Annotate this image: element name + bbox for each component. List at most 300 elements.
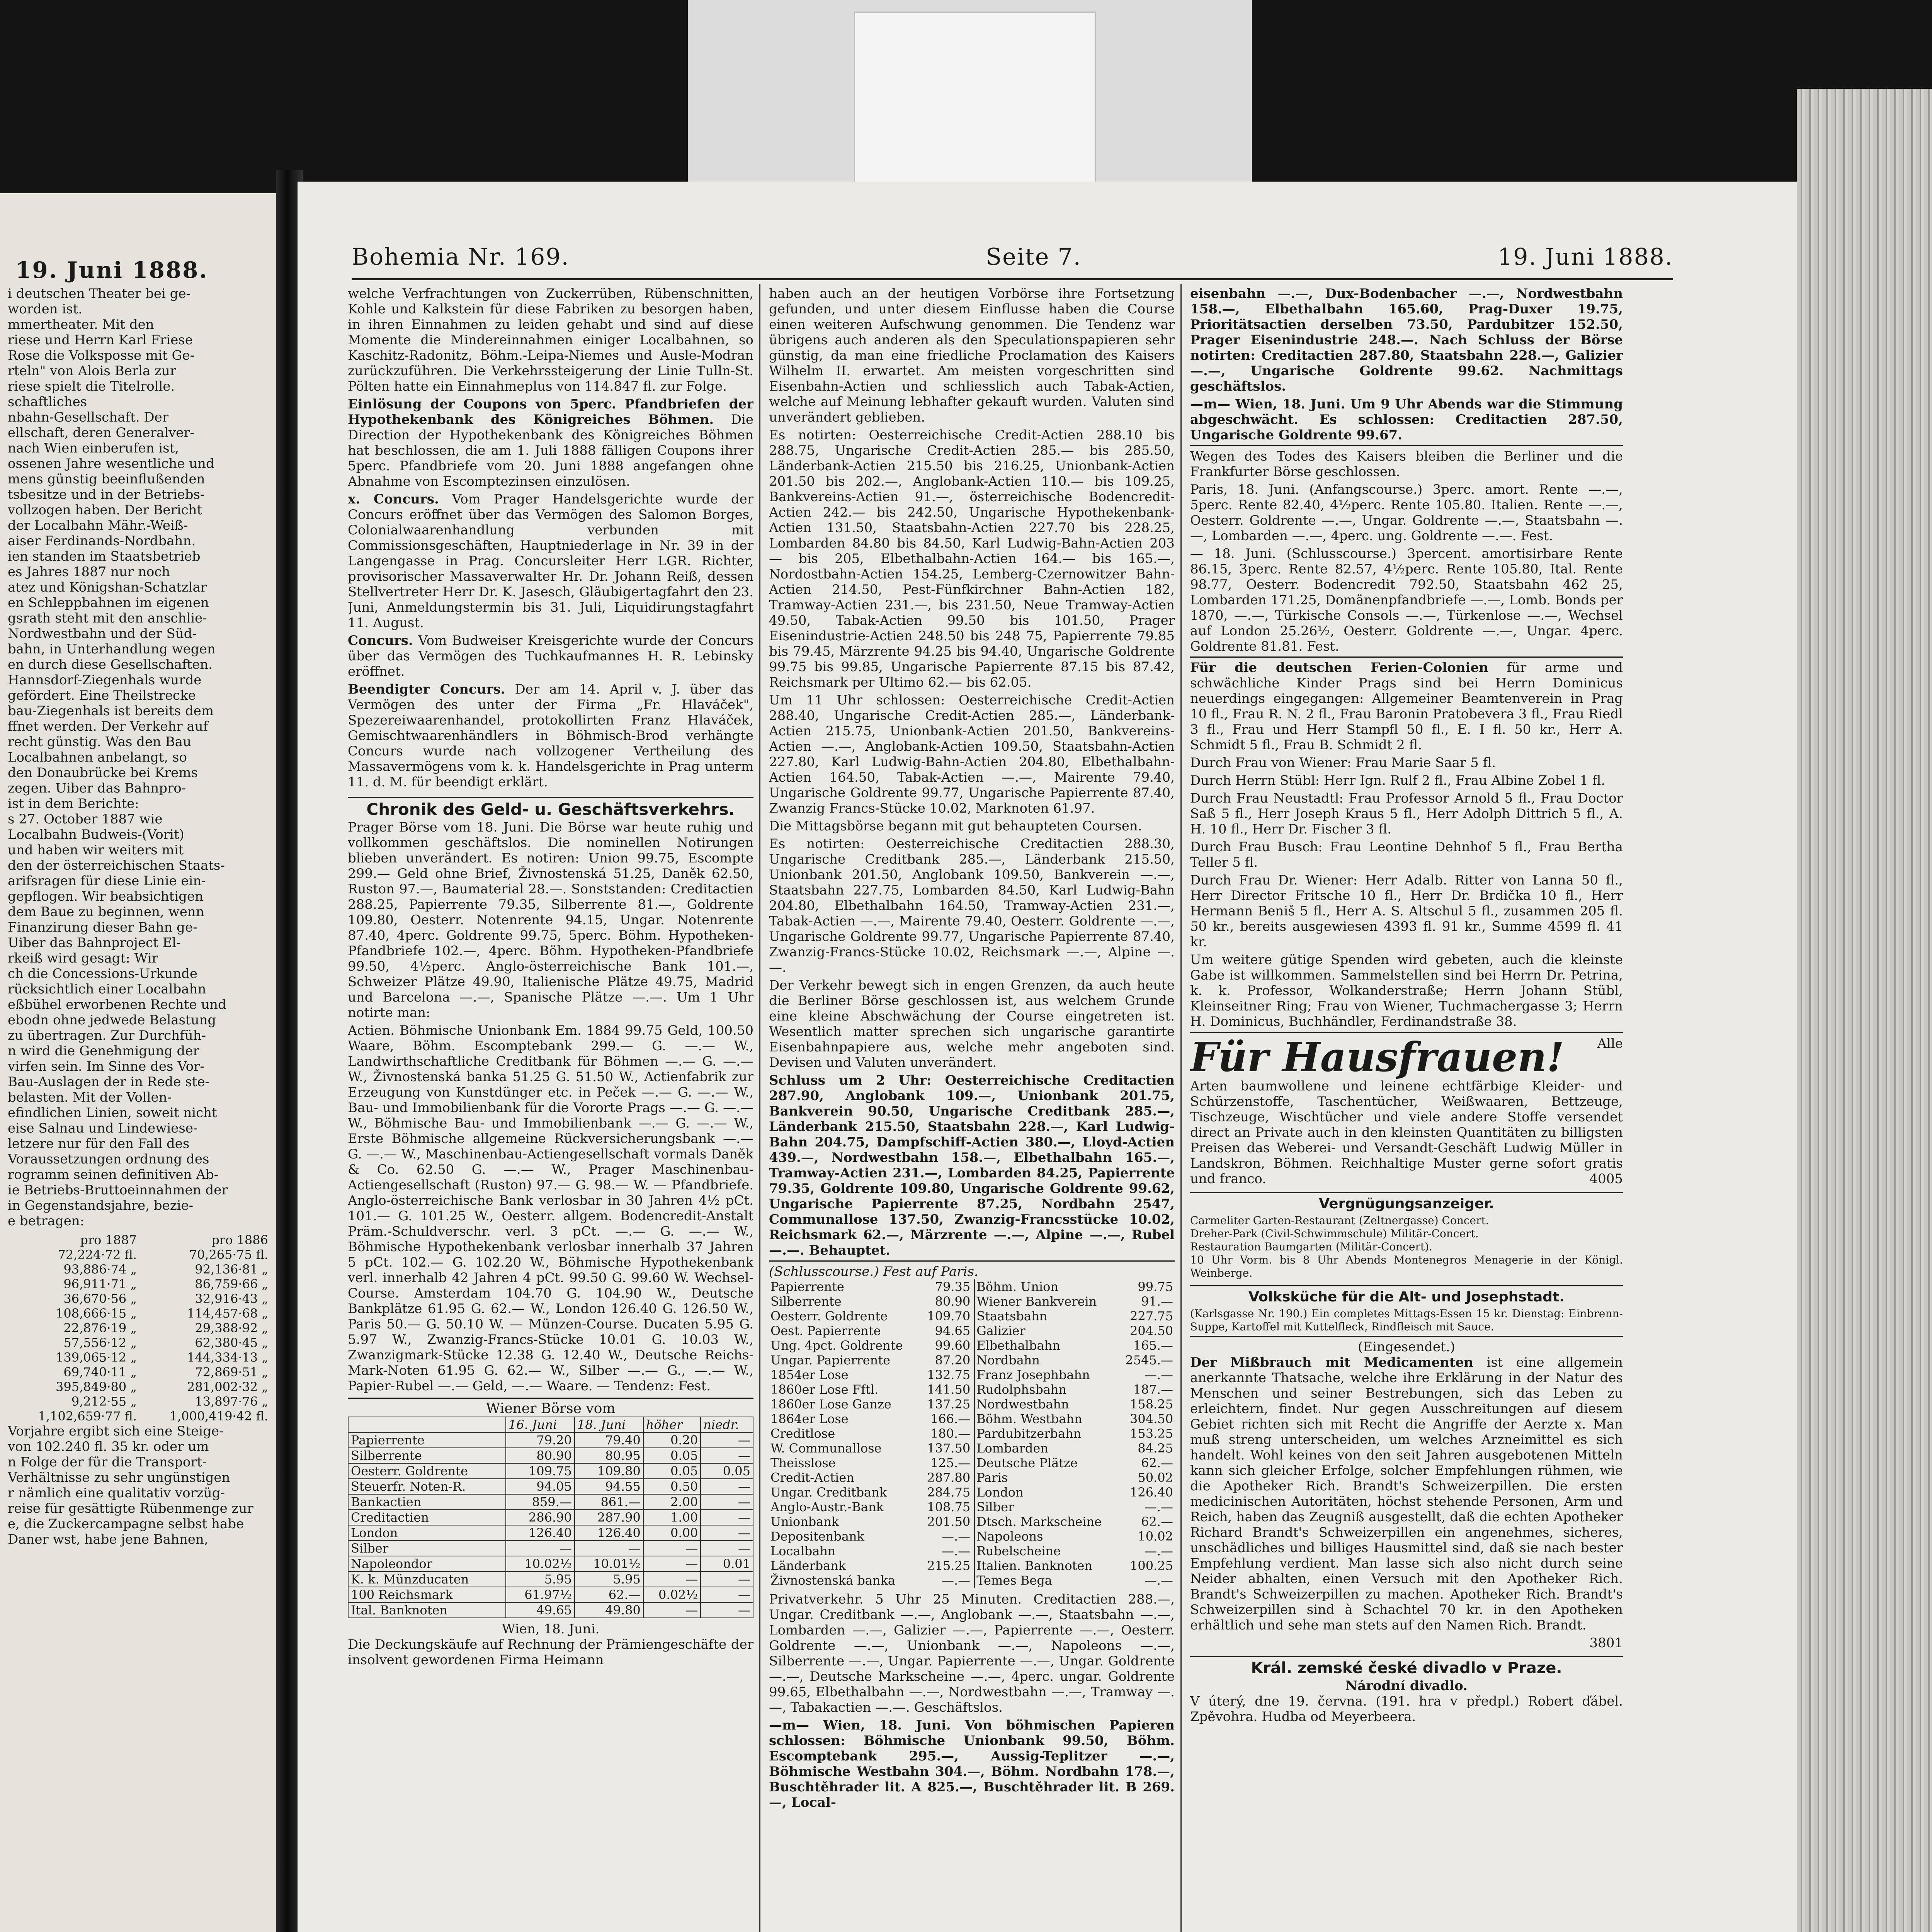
paragraph-text: Der am 14. April v. J. über das Vermögen des unter der Firma „Fr. Hlaváček", Spezereiwaarenhandel, protokollirten Franz Hlaváček, Gemischtwaarenhändlers in Böhmisch-Brod verhängte Concurs wurde nach vollzogener Vertheilung des Massavermögens vom k. k. Handelsgerichte in Prag unterm 11. d. M. für beendigt erklärt. xyxy=(348,682,753,790)
schluss-cell: Deutsche Plätze xyxy=(976,1456,1078,1470)
left-table-cell: 72,869·51 „ xyxy=(195,1365,268,1379)
left-text-line: mmertheater. Mit den xyxy=(8,317,154,332)
schluss-cell: Creditlose xyxy=(770,1426,835,1441)
left-text-line: Vorjahre ergibt sich eine Steige- xyxy=(8,1423,224,1439)
left-table-cell: 13,897·76 „ xyxy=(195,1394,268,1409)
wiener-cell: 0.05 xyxy=(643,1448,701,1463)
table-row xyxy=(769,1294,1175,1309)
wiener-cell: 79.20 xyxy=(506,1432,575,1448)
wiener-cell: Napoleondor xyxy=(348,1556,506,1571)
paragraph: — 18. Juni. (Schlusscourse.) 3percent. amortisirbare Rente 86.15, 3perc. Rente 82.57, 4½perc. Rente 105.80, Ital. Rente 98.77, Oesterr. Bodencredit 792.50, Staatsbahn 462 25, Lombarden 171.25, Domänenpfandbriefe —.—, Lomb. Bonds per 1870, —.—, Türkische Consols —.—, Türkenlose —.—, Wechsel auf London 25.26½, Oesterr. Goldrente —.—, Ungar. 4perc. Goldrente 81.81. Fest. xyxy=(1190,546,1623,654)
wiener-cell: 94.05 xyxy=(506,1479,575,1494)
paragraph: Schluss um 2 Uhr: Oesterreichische Creditactien 287.90, Anglobank 109.—, Unionbank 201.75, Bankverein 90.50, Ungarische Creditbank 285.—, Länderbank 215.50, Staatsbahn 228.—, Karl Ludwig-Bahn 204.75, Dampfschiff-Actien 380.—, Lloyd-Actien 439.—, Nordwestbahn 158.—, Elbethalbahn 165.—, Tramway-Actien 231.—, Lombarden 84.25, Papierrente 79.35, Goldrente 109.80, Ungarische Goldrente 99.62, Ungarische Papierrente 87.25, Nordbahn 2547, Communallose 137.50, Zwanzig-Francsstücke 10.02, Reichsmark 62.—, Märzrente —.—, Alpine —.—, Rubel —.—. Behauptet. xyxy=(769,1073,1175,1258)
schluss-cell: Oest. Papierrente xyxy=(770,1323,881,1338)
left-text-line: nbahn-Gesellschaft. Der xyxy=(8,410,168,425)
header-page-number: Seite 7. xyxy=(986,243,1082,270)
schluss-cell: Temes Bega xyxy=(976,1573,1052,1588)
vergnuegungsanzeiger-list xyxy=(1190,1214,1623,1280)
paragraph: —m— Wien, 18. Juni. Um 9 Uhr Abends war die Stimmung abgeschwächt. Es schlossen: Creditactien 287.50, Ungarische Goldrente 99.67. xyxy=(1190,396,1623,443)
schluss-cell: 99.75 xyxy=(1138,1279,1173,1294)
left-table-cell: 69,740·11 „ xyxy=(63,1365,137,1379)
table-row xyxy=(769,1544,1175,1558)
table-row xyxy=(348,1571,753,1587)
paragraph xyxy=(348,633,753,679)
schluss-cell: 109.70 xyxy=(920,1309,975,1323)
wiener-cell: Papierrente xyxy=(348,1432,506,1448)
table-row xyxy=(769,1353,1175,1367)
left-text-line: vollzogen haben. Der Bericht xyxy=(8,502,202,518)
paragraph: Um weitere gütige Spenden wird gebeten, auch die kleinste Gabe ist willkommen. Sammelstellen sind bei Herrn Dr. Petrina, k. k. Professor, Wolkanderstraße; Herrn Johann Stübl, Kleinseitner Ring; Frau von Wiener, Tuchmachergasse 3; Herrn H. Dominicus, Buchhändler, Ferdinandstraße 38. xyxy=(1190,952,1623,1029)
wiener-cell: 80.90 xyxy=(506,1448,575,1463)
left-text-line: atez und Königshan-Schatzlar xyxy=(8,580,207,595)
schluss-cell: Böhm. Westbahn xyxy=(976,1412,1082,1426)
wiener-cell: 49.80 xyxy=(575,1602,643,1618)
left-table-cell: 139,065·12 „ xyxy=(56,1350,137,1365)
paragraph: eisenbahn —.—, Dux-Bodenbacher —.—, Nordwestbahn 158.—, Elbethalbahn 165.60, Prag-Duxer 19.75, Prioritätsactien derselben 73.50, Pardubitzer 152.50, Prager Eisenindustrie 248.—. Nach Schluss der Börse notirten: Creditactien 287.80, Staatsbahn 228.—, Galizier —.—, Ungarische Goldrente 99.62. Nachmittags geschäftslos. xyxy=(1190,286,1623,394)
paragraph xyxy=(1190,1355,1623,1633)
left-page-date: 19. Juni 1888. xyxy=(15,257,208,283)
paragraph: Es notirten: Oesterreichische Credit-Actien 288.10 bis 288.75, Ungarische Credit-Actien 285.— bis 285.50, Länderbank-Actien 215.50 bis 216.25, Unionbank-Actien 201.50 bis 202.—, Anglobank-Actien 110.— bis 109.25, Bankvereins-Actien 91.—, österreichische Bodencredit-Actien 242.— bis 242.50, Ungarische Hypothekenbank-Actien 131.50, Staatsbahn-Actien 227.70 bis 228.25, Lombarden 84.80 bis 84.50, Karl Ludwig-Bahn-Actien 203 — bis 205, Elbethalbahn-Actien 164.— bis 165.—, Nordostbahn-Actien 154.25, Lemberg-Czernowitzer Bahn-Actien 214.50, Pest-Fünfkirchner Bahn-Actien 182, Tramway-Actien 231.—, bis 231.50, Neue Tramway-Actien 49.50, Tabak-Actien 99.50 bis 101.50, Prager Eisenindustrie-Actien 248.50 bis 248 75, Papierrente 79.85 bis 79.45, Märzrente 94.25 bis 94.40, Ungarische Goldrente 99.75 bis 99.85, Ungarische Papierrente 87.15 bis 87.42, Reichsmark per Ultimo 62.— bis 62.05. xyxy=(769,427,1175,690)
left-table-cell: 9,212·55 „ xyxy=(71,1394,137,1409)
schluss-cell: 125.— xyxy=(920,1456,975,1470)
left-table-cell: 93,886·74 „ xyxy=(63,1262,137,1277)
table-row xyxy=(348,1479,753,1494)
list-item: 10 Uhr Vorm. bis 8 Uhr Abends Montenegros Menagerie in der Königl. Weinberge. xyxy=(1190,1253,1623,1279)
left-text-line: Voraussetzungen ordnung des xyxy=(8,1151,209,1167)
wiener-cell: 79.40 xyxy=(575,1432,643,1448)
left-text-line: nach Wien einberufen ist, xyxy=(8,440,179,456)
schluss-cell: Nordbahn xyxy=(976,1353,1040,1367)
schluss-cell: 87.20 xyxy=(920,1353,975,1367)
schluss-cell: 141.50 xyxy=(920,1382,975,1397)
left-text-line: riese und Herrn Karl Friese xyxy=(8,332,193,348)
paragraph: Es notirten: Oesterreichische Creditactien 288.30, Ungarische Creditbank 285.—, Länderbank 215.50, Unionbank 201.50, Anglobank 109.50, Bankverein —.—, Staatsbahn 227.75, Lombarden 84.50, Karl Ludwig-Bahn 204.80, Elbethalbahn 164.50, Tramway-Actien 231.—, Tabak-Actien —.—, Mairente 79.40, Oesterr. Goldrente —.—, Ungarische Goldrente 99.77, Ungarische Papierrente 87.40, Zwanzig-Francs-Stücke 10.02, Reichsmark —.—, Alpine —.—. xyxy=(769,836,1175,975)
wiener-cell: — xyxy=(701,1602,753,1618)
schluss-cell: 62.— xyxy=(1141,1456,1173,1470)
left-text-line: n Folge der für die Transport- xyxy=(8,1454,207,1470)
column-rule xyxy=(759,284,760,1932)
volkskueche-title: Volksküche für die Alt- und Josephstadt. xyxy=(1190,1285,1623,1305)
left-text-line: Nordwestbahn und der Süd- xyxy=(8,626,197,641)
paragraph-heading: Concurs. xyxy=(348,633,413,648)
wiener-cell: 0.00 xyxy=(643,1525,701,1541)
left-text-line: der Localbahn Mähr.-Weiß- xyxy=(8,518,188,533)
wiener-cell: 0.05 xyxy=(643,1463,701,1479)
left-table-cell: 92,136·81 „ xyxy=(195,1262,268,1277)
wiener-cell: Creditactien xyxy=(348,1510,506,1525)
wiener-cell: 0.05 xyxy=(701,1463,753,1479)
schluss-cell: —.— xyxy=(1144,1573,1173,1588)
wiener-cell: — xyxy=(701,1479,753,1494)
schluss-cell: 1860er Lose Fftl. xyxy=(770,1382,879,1397)
table-row xyxy=(348,1541,753,1556)
schluss-cell: 1860er Lose Ganze xyxy=(770,1397,891,1412)
schluss-cell: 284.75 xyxy=(920,1485,975,1500)
schluss-cell: 108.75 xyxy=(920,1500,975,1514)
schluss-cell: 99.60 xyxy=(920,1338,975,1353)
left-page-lines xyxy=(8,286,270,1229)
wiener-cell: 10.02½ xyxy=(506,1556,575,1571)
wiener-cell: 1.00 xyxy=(643,1510,701,1525)
schluss-cell: 62.— xyxy=(1141,1514,1173,1529)
left-table-cell: 1,102,659·77 fl. xyxy=(38,1409,137,1423)
left-text-line: zegen. Uiber das Bahnpro- xyxy=(8,781,186,796)
advert-number: 3801 xyxy=(1589,1635,1623,1651)
paper-clip xyxy=(854,12,1096,184)
schluss-cell: 158.25 xyxy=(1130,1397,1173,1412)
paragraph: Durch Herrn Stübl: Herr Ign. Rulf 2 fl., Frau Albine Zobel 1 fl. xyxy=(1190,773,1605,788)
table-row xyxy=(348,1448,753,1463)
schluss-cell: 227.75 xyxy=(1130,1309,1173,1323)
left-text-line: recht günstig. Was den Bau xyxy=(8,734,191,750)
paragraph-heading: Für die deutschen Ferien-Colonien xyxy=(1190,660,1488,675)
left-page-table xyxy=(8,1233,270,1423)
list-item: Restauration Baumgarten (Militär-Concert). xyxy=(1190,1240,1432,1253)
header-date: 19. Juni 1888. xyxy=(1498,243,1673,270)
left-text-line: von 102.240 fl. 35 kr. oder um xyxy=(8,1439,209,1454)
left-table-row xyxy=(8,1350,270,1365)
left-text-line: belasten. Mit der Vollen- xyxy=(8,1090,172,1105)
table-row xyxy=(769,1426,1175,1441)
wiener-cell: 5.95 xyxy=(575,1571,643,1587)
table-row xyxy=(769,1382,1175,1397)
wiener-cell: 0.20 xyxy=(643,1432,701,1448)
schluss-cell: Napoleons xyxy=(976,1529,1043,1544)
schluss-cell: 137.50 xyxy=(920,1441,975,1456)
wiener-boerse-title: Wiener Börse vom xyxy=(348,1398,753,1417)
left-text-line: gsrath steht mit den anschlie- xyxy=(8,611,207,626)
paragraph: Durch Frau Busch: Frau Leontine Dehnhof 5 fl., Frau Bertha Teller 5 fl. xyxy=(1190,839,1623,870)
left-table-row xyxy=(8,1335,270,1350)
left-text-line: ellschaft, deren Generalver- xyxy=(8,425,195,440)
table-row xyxy=(769,1397,1175,1412)
wiener-header-cell xyxy=(348,1417,506,1432)
schlusscourse-heading: (Schlusscourse.) Fest auf Paris. xyxy=(769,1260,1175,1279)
left-text-line: es Jahres 1887 nur noch xyxy=(8,564,170,580)
header-journal: Bohemia Nr. 169. xyxy=(352,243,570,270)
schluss-cell: Elbethalbahn xyxy=(976,1338,1060,1353)
wiener-cell: 80.95 xyxy=(575,1448,643,1463)
paragraph: haben auch an der heutigen Vorbörse ihre Fortsetzung gefunden, und unter diesem Einflusse haben die Course einen weiteren Aufschwung genommen. Die Tendenz war übrigens auch anderen als den Speculationspapieren sehr günstig, da man eine friedliche Proclamation des Kaisers Wilhelm II. erwartet. Am meisten vorgeschritten sind Eisenbahn-Actien und schliesslich auch Tabak-Actien, welche auf Meinung lebhafter gekauft wurden. Valuten sind unverändert geblieben. xyxy=(769,286,1175,425)
paragraph: Durch Frau Dr. Wiener: Herr Adalb. Ritter von Lanna 50 fl., Herr Director Fritsche 10 fl., Herr Dr. Brdička 10 fl., Herr Hermann Beniš 5 fl., Herr A. S. Altschul 5 fl., zusammen 205 fl. 50 kr., bereits ausgewiesen 4393 fl. 91 kr., Summe 4599 fl. 41 kr. xyxy=(1190,872,1623,950)
schluss-cell: Rubelscheine xyxy=(976,1544,1061,1558)
wien-dateline: Wien, 18. Juni. xyxy=(502,1621,600,1637)
left-text-line: Verhältnisse zu sehr ungünstigen xyxy=(8,1470,230,1485)
paragraph: Durch Frau Neustadtl: Frau Professor Arnold 5 fl., Frau Doctor Saß 5 fl., Herr Joseph Kraus 5 fl., Herr Adolph Dittrich 5 fl., A. H. 10 fl., Herr Dr. Fischer 3 fl. xyxy=(1190,791,1623,837)
schluss-cell: 153.25 xyxy=(1130,1426,1173,1441)
left-text-line: riese spielt die Titelrolle. xyxy=(8,379,175,394)
schluss-cell: Silberrente xyxy=(770,1294,842,1309)
paragraph-heading: Der Mißbrauch mit Medicamenten xyxy=(1190,1355,1473,1370)
wiener-cell: 94.55 xyxy=(575,1479,643,1494)
paragraph-text: für arme und schwächliche Kinder Prags sind bei Herrn Dominicus neuerdings eingegangen: Allgemeiner Beamtenverein in Prag 10 fl., Frau R. N. 2 fl., Frau Baronin Pratobevera 3 fl., Frau Riedl 3 fl., Frau und Herr Stampfl 50 fl., E. I fl. 50 kr., Herr A. Schmidt 5 fl., Frau B. Schmidt 2 fl. xyxy=(1190,660,1623,753)
left-text-line: Localbahn Budweis-(Vorit) xyxy=(8,827,184,842)
schluss-cell: 304.50 xyxy=(1130,1412,1173,1426)
schluss-cell: —.— xyxy=(1144,1500,1173,1514)
wiener-cell: 109.80 xyxy=(575,1463,643,1479)
table-row xyxy=(769,1309,1175,1323)
paragraph: Die Mittagsbörse begann mit gut behaupteten Coursen. xyxy=(769,818,1142,834)
left-text-line: ebodn ohne jedwede Belastung xyxy=(8,1012,216,1028)
left-table-row xyxy=(8,1306,270,1321)
wiener-cell: — xyxy=(643,1602,701,1618)
wiener-cell: — xyxy=(701,1494,753,1510)
left-text-line: bau-Ziegenhals ist bereits dem xyxy=(8,703,214,719)
wiener-header-cell: 18. Juni xyxy=(575,1417,643,1432)
column-2 xyxy=(769,286,1175,1932)
schluss-cell: 126.40 xyxy=(1130,1485,1173,1500)
paragraph: V úterý, dne 19. června. (191. hra v předpl.) Robert ďábel. Zpěvohra. Hudba od Meyerbeera. xyxy=(1190,1694,1623,1725)
table-row xyxy=(769,1279,1175,1294)
wiener-cell: — xyxy=(643,1541,701,1556)
left-table-row xyxy=(8,1247,270,1262)
left-table-cell: 395,849·80 „ xyxy=(56,1379,137,1394)
left-table-cell: 32,916·43 „ xyxy=(195,1291,268,1306)
wiener-cell: 49.65 xyxy=(506,1602,575,1618)
schluss-cell: Papierrente xyxy=(770,1279,844,1294)
paragraph-heading: x. Concurs. xyxy=(348,492,439,507)
paragraph: Die Deckungskäufe auf Rechnung der Prämiengeschäfte der insolvent gewordenen Firma Heimann xyxy=(348,1637,753,1668)
schluss-cell: 165.— xyxy=(1133,1338,1173,1353)
left-text-line: tsbesitze und in der Betriebs- xyxy=(8,487,205,502)
paragraph: welche Verfrachtungen von Zuckerrüben, Rübenschnitten, Kohle und Kalkstein für diese Fabriken zu besorgen haben, in ihren Einnahmen zu leiden gehabt und sind auf diese Momente die Mindereinnahmen einiger Localbahnen, so Kaschitz-Radonitz, Böhm.-Leipa-Niemes und Ausle-Modran zurückzuführen. Die Verkehrssteigerung der Linie Tulln-St. Pölten hatte ein Einnahmeplus von 114.847 fl. zur Folge. xyxy=(348,286,753,394)
paragraph xyxy=(348,682,753,790)
left-text-line: rkeiß wird gesagt: Wir xyxy=(8,951,158,966)
schluss-cell: Paris xyxy=(976,1470,1008,1485)
table-row xyxy=(769,1470,1175,1485)
left-table-cell: 36,670·56 „ xyxy=(63,1291,137,1306)
left-text-line: rteln" von Alois Berla zur xyxy=(8,363,177,379)
paragraph: Prager Börse vom 18. Juni. Die Börse war heute ruhig und vollkommen geschäftslos. Die nominellen Notirungen blieben unverändert. Es notiren: Union 99.75, Escompte 299.— Geld ohne Brief, Živnostenská 51.25, Daněk 62.50, Ruston 97.—, Baumaterial 28.—. Sonststanden: Creditactien 288.25, Papierrente 79.35, Silberrente 81.—, Goldrente 109.80, Oesterr. Notenrente 94.15, Ungar. Notenrente 87.40, 4perc. Goldrente 99.75, 5perc. Böhm. Hypotheken-Pfandbriefe 102.—, 4perc. Böhm. Hypotheken-Pfandbriefe 99.50, 4½perc. Anglo-österreichische Bank 101.—, Schweizer Plätze 49.90, Italienische Plätze 49.75, Madrid und Barcelona —.—, Spanische Plätze —.—. Um 1 Uhr notirte man: xyxy=(348,820,753,1020)
paragraph xyxy=(348,492,753,631)
schluss-cell: Länderbank xyxy=(770,1558,846,1573)
left-table-row xyxy=(8,1379,270,1394)
wiener-cell: Oesterr. Goldrente xyxy=(348,1463,506,1479)
eingesendet-title: (Eingesendet.) xyxy=(1190,1336,1623,1355)
left-table-cell: 62,380·45 „ xyxy=(195,1335,268,1350)
schluss-cell: Wiener Bankverein xyxy=(976,1294,1097,1309)
schluss-cell: Lombarden xyxy=(976,1441,1048,1456)
left-text-line: e betragen: xyxy=(8,1213,85,1229)
schluss-cell: 1864er Lose xyxy=(770,1412,849,1426)
left-table-row xyxy=(8,1365,270,1379)
left-page-tail xyxy=(8,1423,270,1547)
wiener-cell: London xyxy=(348,1525,506,1541)
wiener-cell: 61.97½ xyxy=(506,1587,575,1602)
left-text-line: virfen sein. Im Sinne des Vor- xyxy=(8,1059,204,1074)
advert-number: 4005 xyxy=(1589,1171,1623,1187)
left-table-cell: 70,265·75 fl. xyxy=(189,1247,268,1262)
schluss-cell: 2545.— xyxy=(1125,1353,1173,1367)
paragraph-text: Die Direction der Hypothekenbank des Königreiches Böhmen hat beschlossen, die am 1. Juli 1888 fälligen Coupons ihrer 5perc. Pfandbriefe vom 20. Juni 1888 angefangen ohne Abnahme von Escomptezinsen einzulösen. xyxy=(348,412,753,489)
wiener-cell: 109.75 xyxy=(506,1463,575,1479)
paragraph-text: Vom Budweiser Kreisgerichte wurde der Concurs über das Vermögen des Tuchkaufmannes H. R. Lebinsky eröffnet. xyxy=(348,633,753,679)
wiener-cell: — xyxy=(575,1541,643,1556)
schluss-cell: 132.75 xyxy=(920,1367,975,1382)
schluss-cell: —.— xyxy=(1144,1544,1173,1558)
schluss-cell: 1854er Lose xyxy=(770,1367,849,1382)
wiener-cell: 2.00 xyxy=(643,1494,701,1510)
wiener-cell: — xyxy=(701,1432,753,1448)
schluss-cell: Depositenbank xyxy=(770,1529,864,1544)
advert-hausfrauen xyxy=(1190,1032,1623,1187)
paragraph: Der Verkehr bewegt sich in engen Grenzen, da auch heute die Berliner Börse geschlossen ist, aus welchem Grunde eine kleine Abschwächung der Course eingetreten ist. Wesentlich matter sprechen sich ungarische garantirte Eisenbahnpapiere aus, welche mehr angeboten sind. Devisen und Valuten unverändert. xyxy=(769,978,1175,1070)
left-table-cell: 114,457·68 „ xyxy=(187,1306,268,1321)
left-text-line: dem Baue zu beginnen, wenn xyxy=(8,904,204,920)
left-text-line: ch die Concessions-Urkunde xyxy=(8,966,198,981)
left-table-row xyxy=(8,1262,270,1277)
paper-clip-area xyxy=(688,0,1252,182)
theatre-subtitle: Národní divadlo. xyxy=(1345,1678,1468,1694)
left-text-line: Bau-Auslagen der in Rede ste- xyxy=(8,1074,209,1090)
table-row xyxy=(769,1323,1175,1338)
wiener-cell: K. k. Münzducaten xyxy=(348,1571,506,1587)
table-row xyxy=(769,1514,1175,1529)
schluss-cell: 100.25 xyxy=(1130,1558,1173,1573)
table-row xyxy=(348,1587,753,1602)
wiener-cell: — xyxy=(701,1525,753,1541)
schluss-cell: Anglo-Austr.-Bank xyxy=(770,1500,884,1514)
left-text-line: Localbahnen anbelangt, so xyxy=(8,750,187,765)
left-table-row xyxy=(8,1394,270,1409)
left-text-line: arifsragen für diese Linie ein- xyxy=(8,873,206,889)
table-row xyxy=(769,1412,1175,1426)
table-row xyxy=(769,1573,1175,1588)
left-text-line: e, die Zuckercampagne selbst habe xyxy=(8,1516,244,1532)
schluss-cell: 94.65 xyxy=(920,1323,975,1338)
paragraph: Wegen des Todes des Kaisers bleiben die Berliner und die Frankfurter Börse geschlossen. xyxy=(1190,445,1623,480)
left-table-row xyxy=(8,1409,270,1423)
wiener-cell: — xyxy=(701,1510,753,1525)
left-text-line: ie Betriebs-Bruttoeinnahmen der xyxy=(8,1182,228,1198)
schluss-cell: 215.25 xyxy=(920,1558,975,1573)
left-table-cell: 96,911·71 „ xyxy=(63,1277,137,1291)
left-table-row xyxy=(8,1321,270,1335)
left-text-line: s 27. October 1887 wie xyxy=(8,811,163,827)
wiener-cell: 100 Reichsmark xyxy=(348,1587,506,1602)
schlusscourse-table xyxy=(769,1279,1175,1588)
paragraph xyxy=(348,396,753,489)
left-table-cell: 144,334·13 „ xyxy=(187,1350,268,1365)
left-text-line: ffnet werden. Der Verkehr auf xyxy=(8,719,208,734)
left-text-line: eßbühel erworbenen Rechte und xyxy=(8,997,226,1012)
schluss-cell: Localbahn xyxy=(770,1544,836,1558)
wiener-cell: 5.95 xyxy=(506,1571,575,1587)
left-text-line: schaftliches xyxy=(8,394,87,410)
paragraph-heading: Beendigter Concurs. xyxy=(348,682,505,697)
wiener-cell: — xyxy=(643,1571,701,1587)
left-table-row xyxy=(8,1277,270,1291)
wiener-header-cell: höher xyxy=(643,1417,701,1432)
schluss-cell: Ungar. Creditbank xyxy=(770,1485,887,1500)
wiener-cell: — xyxy=(506,1541,575,1556)
schluss-cell: London xyxy=(976,1485,1024,1500)
left-text-line: den Donaubrücke bei Krems xyxy=(8,765,198,781)
table-row xyxy=(348,1510,753,1525)
left-text-line: en Schleppbahnen im eigenen xyxy=(8,595,209,611)
paragraph: Um 11 Uhr schlossen: Oesterreichische Credit-Actien 288.40, Ungarische Credit-Actien 285.—, Länderbank-Actien 215.75, Unionbank-Actien 201.50, Bankvereins-Actien —.—, Anglobank-Actien 109.50, Staatsbahn-Actien 227.80, Karl Ludwig-Bahn-Actien 204.80, Elbethalbahn-Actien 164.50, Tabak-Actien —.—, Mairente 79.40, Ungarische Goldrente 99.77, Ungarische Papierrente 87.40, Zwanzig Francs-Stücke 10.02, Marknoten 61.97. xyxy=(769,692,1175,816)
schluss-cell: —.— xyxy=(920,1529,975,1544)
left-text-line: ist in dem Berichte: xyxy=(8,796,139,811)
wiener-cell: 286.90 xyxy=(506,1510,575,1525)
table-row xyxy=(348,1525,753,1541)
left-text-line: mens günstig beeinflußenden xyxy=(8,471,205,487)
left-table-row xyxy=(8,1291,270,1306)
paragraph: Paris, 18. Juni. (Anfangscourse.) 3perc. amort. Rente —.—, 5perc. Rente 82.40, 4½perc. Rente 105.80. Italien. Rente —.—, Oesterr. Goldrente —.—, Ungar. Goldrente —.—, Staatsbahn —.—, Lombarden —.—, 4perc. ung. Goldrente —.—. Fest. xyxy=(1190,482,1623,544)
left-text-line: aiser Ferdinands-Nordbahn. xyxy=(8,533,196,549)
left-text-line: Finanzirung dieser Bahn ge- xyxy=(8,920,197,935)
wiener-cell: Steuerfr. Noten-R. xyxy=(348,1479,506,1494)
left-text-line: ossenen Jahre wesentliche und xyxy=(8,456,214,471)
schluss-cell: Credit-Actien xyxy=(770,1470,854,1485)
table-row xyxy=(769,1441,1175,1456)
schluss-cell: Theisslose xyxy=(770,1456,836,1470)
schluss-cell: 166.— xyxy=(920,1412,975,1426)
left-text-line: rücksichtlich einer Localbahn xyxy=(8,981,206,997)
left-text-line: letzere nur für den Fall des xyxy=(8,1136,190,1151)
paragraph: (Karlsgasse Nr. 190.) Ein completes Mittags-Essen 15 kr. Dienstag: Einbrenn-Suppe, Kartoffel mit Kuttelfleck, Rindfleisch mit Sauce. xyxy=(1190,1307,1623,1333)
wiener-cell: Silberrente xyxy=(348,1448,506,1463)
wiener-cell: 10.01½ xyxy=(575,1556,643,1571)
schluss-cell: Oesterr. Goldrente xyxy=(770,1309,888,1323)
wiener-header-cell: niedr. xyxy=(701,1417,753,1432)
table-row xyxy=(769,1456,1175,1470)
schluss-cell: —.— xyxy=(1144,1367,1173,1382)
schluss-cell: Pardubitzerbahn xyxy=(976,1426,1082,1441)
left-table-cell: 86,759·66 „ xyxy=(195,1277,268,1291)
wiener-cell: 126.40 xyxy=(575,1525,643,1541)
schluss-cell: Dtsch. Markscheine xyxy=(976,1514,1102,1529)
schluss-cell: 91.— xyxy=(1141,1294,1173,1309)
schluss-cell: 137.25 xyxy=(920,1397,975,1412)
table-row xyxy=(348,1556,753,1571)
wiener-cell: Bankactien xyxy=(348,1494,506,1510)
schluss-cell: Nordwestbahn xyxy=(976,1397,1069,1412)
schluss-cell: 204.50 xyxy=(1130,1323,1173,1338)
table-row xyxy=(769,1367,1175,1382)
left-page-column xyxy=(8,286,270,1932)
left-table-cell: 29,388·92 „ xyxy=(195,1321,268,1335)
wiener-cell: 287.90 xyxy=(575,1510,643,1525)
left-table-cell: 57,556·12 „ xyxy=(63,1335,137,1350)
wiener-cell: — xyxy=(701,1448,753,1463)
left-text-line: bahn, in Unterhandlung wegen xyxy=(8,641,216,657)
wiener-cell: 861.— xyxy=(575,1494,643,1510)
schluss-cell: Silber xyxy=(976,1500,1014,1514)
left-table-cell: 22,876·19 „ xyxy=(63,1321,137,1335)
left-text-line: Uiber das Bahnproject El- xyxy=(8,935,181,951)
wiener-cell: 859.— xyxy=(506,1494,575,1510)
left-table-cell: 72,224·72 fl. xyxy=(58,1247,137,1262)
wiener-header-cell: 16. Juni xyxy=(506,1417,575,1432)
table-row xyxy=(769,1500,1175,1514)
schluss-cell: Unionbank xyxy=(770,1514,839,1529)
section-title-chronik: Chronik des Geld- u. Geschäftsverkehrs. xyxy=(348,797,753,817)
vergnuegungsanzeiger-title: Vergnügungsanzeiger. xyxy=(1190,1192,1623,1212)
wiener-cell: Ital. Banknoten xyxy=(348,1602,506,1618)
table-row xyxy=(348,1432,753,1448)
table-row xyxy=(769,1529,1175,1544)
schluss-cell: 10.02 xyxy=(1138,1529,1173,1544)
schluss-cell: 84.25 xyxy=(1138,1441,1173,1456)
list-item: Dreher-Park (Civil-Schwimmschule) Militär-Concert. xyxy=(1190,1227,1479,1240)
left-col-header: pro 1886 xyxy=(211,1233,268,1247)
paragraph: Durch Frau von Wiener: Frau Marie Saar 5 fl. xyxy=(1190,755,1496,770)
wiener-cell: 126.40 xyxy=(506,1525,575,1541)
paragraph: —m— Wien, 18. Juni. Von böhmischen Papieren schlossen: Böhmische Unionbank 99.50, Böhm. Escomptebank 295.—, Aussig-Teplitzer —.—, Böhmische Westbahn 304.—, Böhm. Nordbahn 178.—, Buschtěhrader lit. A 825.—, Buschtěhrader lit. B 269.—, Local- xyxy=(769,1718,1175,1810)
schluss-cell: 79.35 xyxy=(920,1279,975,1294)
schluss-cell: 80.90 xyxy=(920,1294,975,1309)
